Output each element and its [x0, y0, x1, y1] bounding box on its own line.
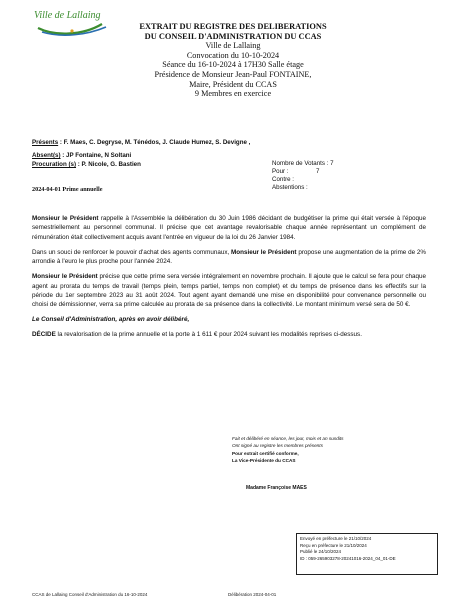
- body-p2-text-a: Dans un souci de renforcer le pouvoir d'achat des agents communaux,: [32, 248, 232, 256]
- header-session: Séance du 16-10-2024 à 17H30 Salle étage: [162, 60, 304, 70]
- body-p3-bold: Monsieur le Président: [32, 273, 98, 281]
- prefecture-stamp: [296, 533, 438, 575]
- signature-line-2: Ont signé au registre les membres présents: [232, 443, 323, 449]
- body-p5-bold: DÉCIDE: [32, 331, 56, 339]
- signature-line-3: Pour extrait certifié conforme,: [232, 450, 299, 456]
- vote-count-label: Nombre de Votants : 7: [272, 160, 334, 167]
- proxy-label: Procuration (s): [32, 161, 77, 168]
- body-p5-text: la revalorisation de la prime annuelle et la porte à 1 611 € pour 2024 suivant les modalités reprises ci-dessus.: [55, 331, 362, 339]
- header-town: Ville de Lallaing: [205, 41, 261, 51]
- body-p4-text: Le Conseil d'Administration, après en avoir délibéré,: [32, 316, 190, 324]
- present-members: [32, 139, 250, 146]
- present-names: : F. Maes, C. Degryse, M. Ténédos, J. Claude Humez, S. Devigne ,: [58, 139, 251, 146]
- signature-block: [232, 435, 344, 465]
- vote-abstentions: [272, 184, 308, 191]
- signature-line-4: La Vice-Présidente du CCAS: [232, 458, 296, 464]
- deliberation-subject: 2024-04-01 Prime annuelle: [32, 186, 103, 193]
- signer-name: Madame Françoise MAES: [246, 485, 307, 491]
- page-footer: [32, 592, 277, 597]
- vote-for-value: 7: [316, 168, 320, 175]
- vote-against: [272, 176, 294, 183]
- body-p3-text: précise que cette prime sera versée intégralement en novembre prochain. Il ajoute que le calcul se fera pour chaque agent au prorata du temps de travail (temps plein, temps partiel, temps non complet) et du temps de présence dans les effectifs sur la période du 1er septembre 2023 au 31 août 2024. Tout agent ayant demandé une mise en disponibilité pour convenance personnelle ou choisi de démissionner, verra sa prime calculée au prorata de sa présence dans la collectivité. Le montant minimum versé sera de 50 €.: [32, 273, 427, 309]
- signature-line-1: Fait et délibéré en séance, les jour, mois et an susdits: [232, 436, 344, 441]
- stamp-line-published: Publié le 24/10/2024: [300, 549, 342, 555]
- body-p1-text: rappelle à l'Assemblée la délibération du 30 Juin 1986 décidant de budgétiser la prime qui était versée à l'époque semestriellement au personnel communal. Il précise que cet avantage revalorisable chaque année représentant un complément de rémunération était collectivement acquis avant l'entrée en vigueur de la loi du 26 Janvier 1984.: [32, 215, 427, 241]
- body-paragraph-1: [32, 214, 426, 242]
- absent-label: Absent(s): [32, 152, 61, 159]
- stamp-line-received: Reçu en préfecture le 21/10/2024: [300, 542, 367, 548]
- body-p2-bold: Monsieur le Président: [231, 248, 297, 256]
- body-p1-bold: Monsieur le Président: [32, 215, 99, 222]
- body-paragraph-4: [32, 315, 426, 324]
- header-mayor: Maire, Président du CCAS: [189, 79, 277, 89]
- body-paragraph-3: [32, 272, 426, 310]
- proxy-names: : P. Nicole, G. Bastien: [76, 161, 141, 168]
- stamp-line-id: ID : 059-265903278-20241016-2024_04_01-DE: [300, 555, 396, 561]
- logo-text: Ville de Lallaing: [34, 10, 101, 21]
- header-presidency: Présidence de Monsieur Jean-Paul FONTAINE,: [154, 69, 312, 79]
- header-title-line1: EXTRAIT DU REGISTRE DES DELIBERATIONS: [139, 22, 327, 31]
- deliberation-body: [32, 214, 426, 345]
- body-p2-text-b: propose une augmentation de la prime de 2% arrondie à l'euro le plus proche pour l'année 2024.: [32, 248, 426, 266]
- header-title-line2: DU CONSEIL D'ADMINISTRATION DU CCAS: [144, 31, 322, 41]
- vote-abstentions-label: Abstentions :: [272, 184, 308, 191]
- present-label: Présents: [32, 139, 59, 146]
- absent-names: : JP Fontaine, N Soltani: [60, 152, 132, 159]
- town-logo: [32, 9, 112, 37]
- body-paragraph-2: [32, 248, 426, 267]
- vote-against-label: Contre :: [272, 176, 295, 183]
- header-members: 9 Membres en exercice: [194, 89, 272, 99]
- footer-left: CCAS de Lallaing Conseil d'Administration du 16-10-2024: [32, 592, 148, 597]
- proxy-members: [32, 161, 141, 168]
- vote-for: [272, 168, 320, 175]
- stamp-line-sent: Envoyé en préfecture le 21/10/2024: [300, 536, 372, 541]
- footer-right: Délibération 2024-04-01: [228, 592, 277, 597]
- document-header: [110, 22, 356, 99]
- absent-members: [32, 152, 131, 159]
- header-convocation: Convocation du 10-10-2024: [186, 50, 280, 60]
- vote-count: [272, 160, 334, 167]
- vote-for-label: Pour :: [272, 168, 289, 175]
- body-paragraph-5: [32, 330, 426, 339]
